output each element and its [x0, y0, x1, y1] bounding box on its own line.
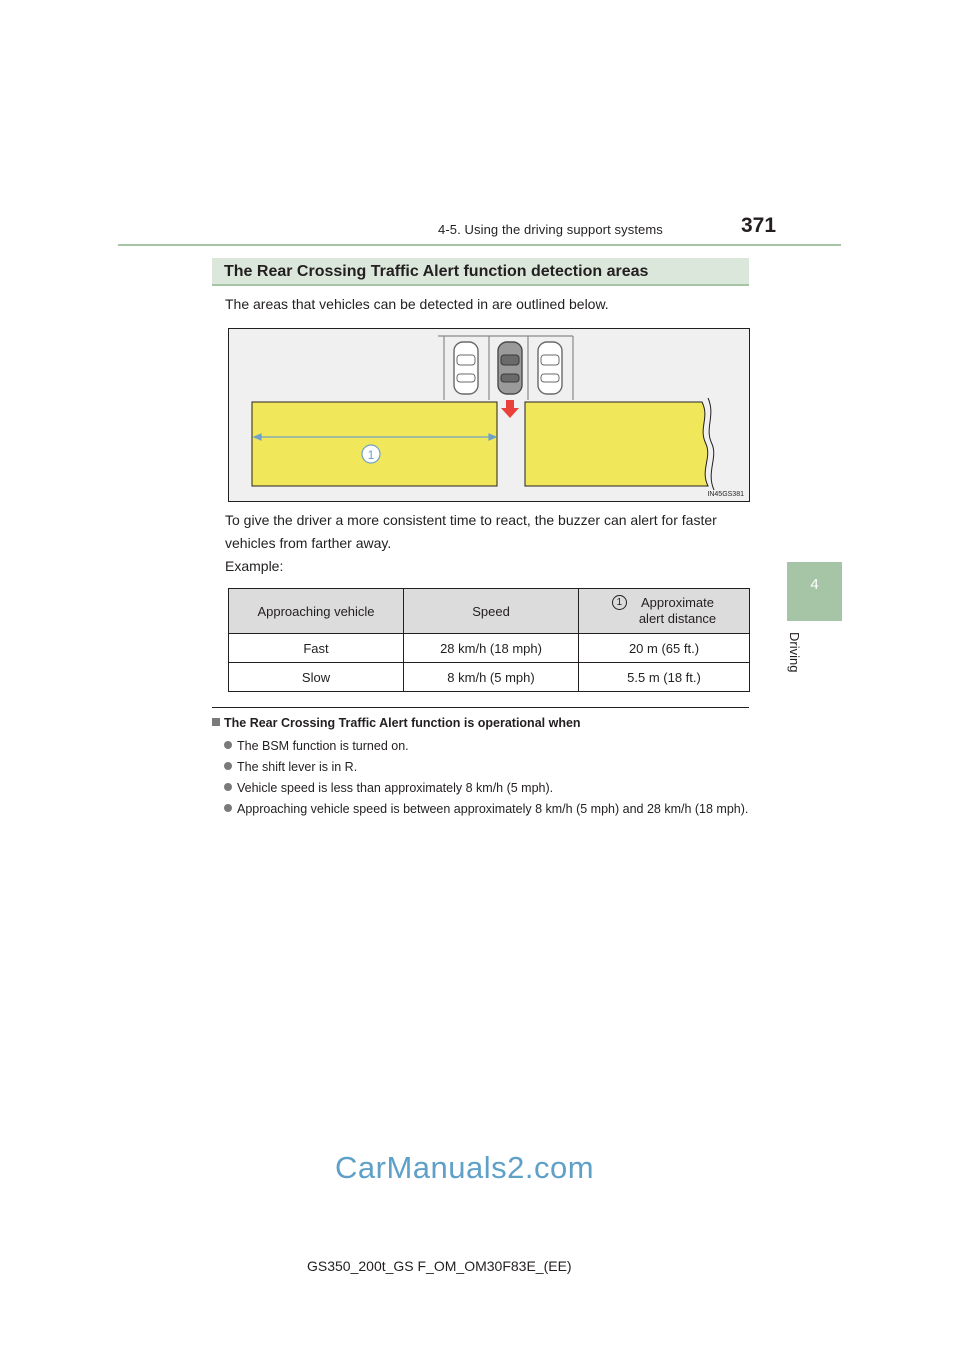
header-distance-line1: Approximate [641, 595, 714, 610]
header-alert-distance [579, 589, 750, 634]
vehicle-reversing [498, 342, 522, 394]
table-cell: 5.5 m (18 ft.) [579, 663, 750, 692]
list-item [224, 738, 754, 754]
list-item-text: Vehicle speed is less than approximately 8 km/h (5 mph). [237, 781, 554, 795]
table-cell: 28 km/h (18 mph) [404, 634, 579, 663]
watermark-logo: CarManuals2.com [335, 1150, 595, 1185]
page-number: 371 [741, 214, 777, 237]
header-callout: 1 [612, 595, 627, 610]
list-item [224, 759, 754, 775]
list-item-text: Approaching vehicle speed is between approximately 8 km/h (5 mph) and 28 km/h (18 mph). [237, 802, 749, 816]
figure-code: IN45GS381 [707, 491, 744, 498]
square-bullet-icon [212, 718, 220, 726]
notes-divider [212, 707, 749, 708]
parked-car-left [454, 342, 478, 394]
notes-title-text: The Rear Crossing Traffic Alert function is operational when [224, 716, 581, 730]
detection-area-figure [228, 328, 750, 502]
header-distance-line2: alert distance [638, 611, 717, 626]
footer-doc-code: GS350_200t_GS F_OM_OM30F83E_(EE) [307, 1258, 572, 1274]
header-rule [118, 244, 841, 246]
table-cell: 20 m (65 ft.) [579, 634, 750, 663]
body-paragraph: To give the driver a more consistent time to react, the buzzer can alert for faster vehicles from farther away. [225, 512, 717, 551]
example-label: Example: [225, 558, 284, 574]
table-cell: Slow [229, 663, 404, 692]
bullet-icon [224, 804, 232, 812]
chapter-tab-number: 4 [810, 576, 819, 593]
detection-zone-right [525, 402, 708, 486]
bullet-icon [224, 783, 232, 791]
parked-car-right [538, 342, 562, 394]
list-item [224, 801, 768, 817]
list-item-text: The shift lever is in R. [237, 760, 358, 774]
header-title: 4-5. Using the driving support systems [438, 222, 663, 237]
table-row [229, 634, 750, 663]
chapter-label [784, 632, 804, 692]
table-header-row [229, 589, 750, 634]
chapter-label-text: Driving [787, 632, 802, 673]
list-item-text: The BSM function is turned on. [237, 739, 409, 753]
alert-distance-table [228, 588, 750, 692]
section-heading: The Rear Crossing Traffic Alert function detection areas [212, 258, 749, 286]
notes-title [212, 716, 581, 730]
detection-zone-left [252, 402, 497, 486]
bullet-icon [224, 741, 232, 749]
table-cell: Fast [229, 634, 404, 663]
header-speed: Speed [404, 589, 579, 634]
header-approaching-vehicle: Approaching vehicle [229, 589, 404, 634]
list-item [224, 780, 754, 796]
bullet-icon [224, 762, 232, 770]
table-cell: 8 km/h (5 mph) [404, 663, 579, 692]
callout-number: 1 [367, 448, 375, 462]
intro-text: The areas that vehicles can be detected in are outlined below. [225, 296, 609, 312]
table-row [229, 663, 750, 692]
